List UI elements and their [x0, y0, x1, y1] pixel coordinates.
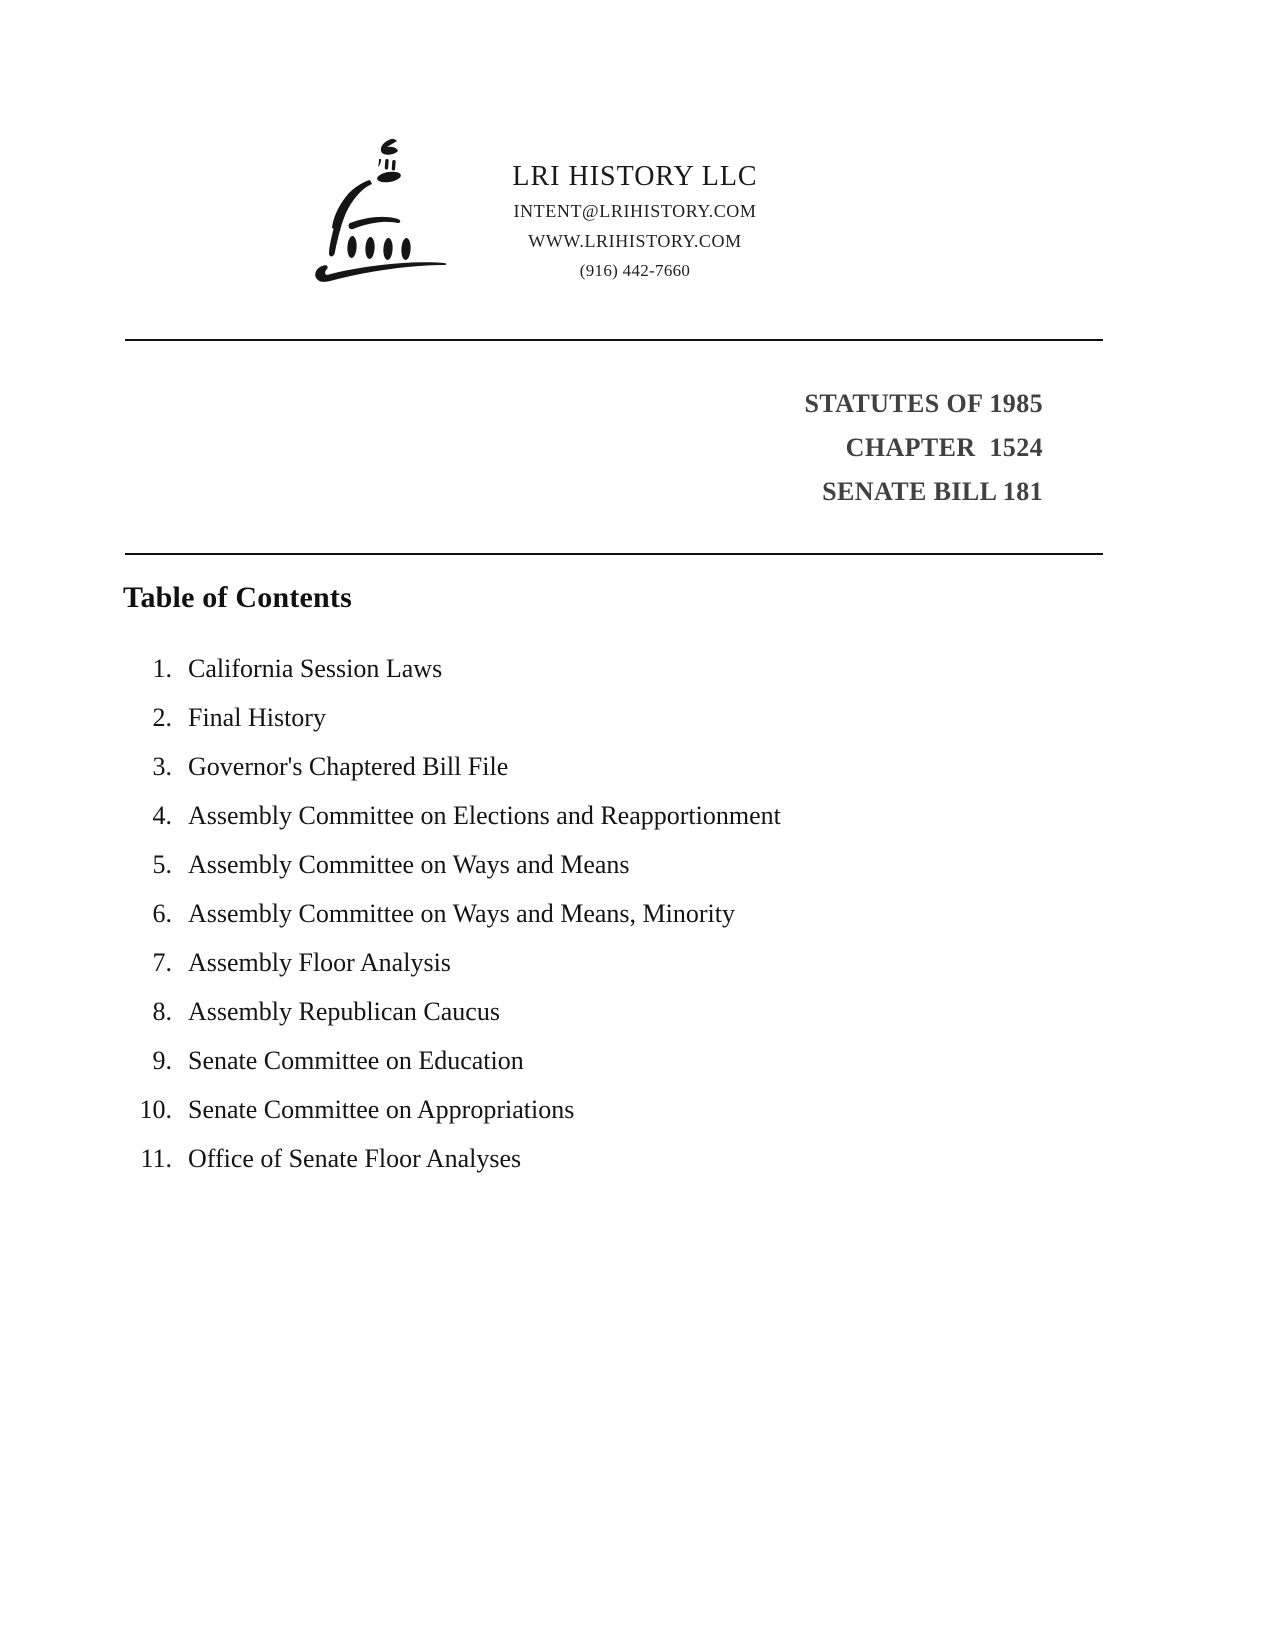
company-phone: (916) 442-7660 — [579, 261, 691, 280]
toc-item — [127, 1044, 781, 1078]
divider-bottom — [125, 553, 1103, 555]
toc-item-label: California Session Laws — [188, 654, 443, 683]
toc-item-label: Assembly Republican Caucus — [188, 997, 500, 1026]
toc-item — [127, 897, 781, 931]
toc-item-label: Assembly Committee on Ways and Means, Minority — [188, 899, 735, 928]
toc-item-label: Assembly Committee on Elections and Reapportionment — [188, 801, 781, 830]
toc-item-number: 4. — [152, 801, 172, 830]
toc-item — [127, 701, 781, 735]
toc-item-number: 11. — [140, 1144, 172, 1173]
toc-item-label: Assembly Committee on Ways and Means — [188, 850, 630, 879]
toc-list — [127, 652, 781, 1191]
company-email: INTENT@LRIHISTORY.COM — [513, 201, 757, 221]
toc-item — [127, 848, 781, 882]
toc-item — [127, 1093, 781, 1127]
senate-bill-line: SENATE BILL 181 — [822, 477, 1043, 506]
toc-heading: Table of Contents — [123, 581, 352, 614]
toc-item — [127, 995, 781, 1029]
toc-item-label: Senate Committee on Appropriations — [188, 1095, 575, 1124]
toc-item — [127, 799, 781, 833]
toc-item-label: Governor's Chaptered Bill File — [188, 752, 509, 781]
divider-top — [125, 339, 1103, 341]
bill-reference — [804, 382, 1043, 514]
statutes-line: STATUTES OF 1985 — [804, 389, 1043, 418]
toc-item-number: 2. — [152, 703, 172, 732]
toc-item — [127, 652, 781, 686]
toc-item — [127, 946, 781, 980]
letterhead — [455, 158, 815, 286]
capitol-dome-logo-icon — [306, 130, 454, 292]
toc-item-number: 3. — [152, 752, 172, 781]
toc-item — [127, 1142, 781, 1176]
chapter-line: CHAPTER 1524 — [845, 433, 1043, 462]
toc-item-number: 6. — [152, 899, 172, 928]
company-name: LRI HISTORY LLC — [512, 161, 758, 192]
toc-item-number: 8. — [152, 997, 172, 1026]
toc-item-label: Final History — [188, 703, 326, 732]
toc-item-number: 1. — [152, 654, 172, 683]
toc-item-number: 5. — [152, 850, 172, 879]
toc-item-label: Senate Committee on Education — [188, 1046, 524, 1075]
toc-item-label: Office of Senate Floor Analyses — [188, 1144, 522, 1173]
toc-item-label: Assembly Floor Analysis — [188, 948, 451, 977]
toc-item — [127, 750, 781, 784]
toc-item-number: 7. — [152, 948, 172, 977]
toc-item-number: 9. — [152, 1046, 172, 1075]
toc-item-number: 10. — [139, 1095, 172, 1124]
company-website: WWW.LRIHISTORY.COM — [528, 231, 742, 251]
